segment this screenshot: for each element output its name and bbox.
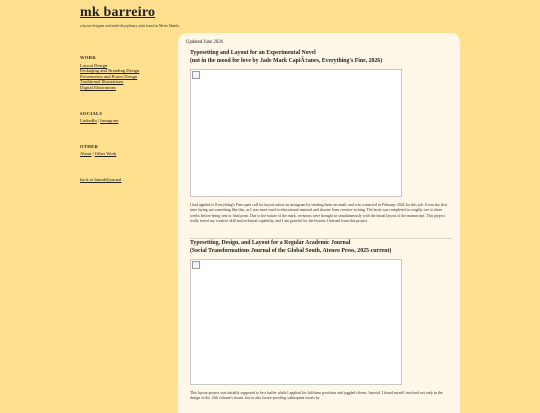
nav-link-digital-illustrations[interactable]: Digital Illustrations [80,84,116,90]
back-link[interactable]: back to bmudeljournal [80,176,122,182]
broken-image-icon [192,71,200,79]
entry-title [190,50,452,66]
entry-title-line1: Typesetting, Design, and Layout for a Regular Academic Journal [190,240,351,246]
other-work-link[interactable]: Other Work [94,151,117,157]
socials-links [80,118,172,124]
work-section [80,55,172,91]
project-image [190,69,402,197]
work-heading: WORK [80,55,97,60]
site-tagline: a layout designer and multi-disciplinary artist based in Metro Manila [80,24,179,28]
updated-date: Updated June 2026 [186,40,224,45]
about-link[interactable]: About [80,151,92,157]
entry-title-line1: Typesetting and Layout for an Experimental Novel [190,50,316,56]
socials-section [80,111,172,124]
nav-link-traditional-illustrations[interactable]: Traditional Illustrations [80,79,124,85]
entry-divider [190,238,452,239]
entry-title-line2: (Social Transformations Journal of the Global South, Ateneo Press, 2025-current) [190,247,392,254]
other-links [80,151,172,157]
entry-title-line2: (not in the mood for love by Jade Mark CapiÃ±anes, Everything's Fine, 2026) [190,57,383,64]
nav-link-layout-design[interactable]: Layout Design [80,62,108,68]
socials-separator: | [98,118,99,124]
nav-link-packaging-branding[interactable]: Packaging and Branding Design [80,68,140,74]
entry-title [190,240,452,256]
broken-image-icon [192,261,200,269]
instagram-link[interactable]: Instagram [100,118,119,124]
entry-description: I had applied to Everything's Fine open call for layout artists on instagram by sending them an email, and was contacted in February 2026 for this job. It was my first time laying out something like this, as I was more used to educational material and shorter form creative writing. The book was completed in roughly two to three weeks before being sent to final print. Due to the nature of the mark, revisions were brought in simultaneously with the initial layout of the manuscript. This project really tested my creative skill and technical capability, and I am grateful for the lessons I learned from this project. [190,202,448,224]
entry-description: This layout project was initially supposed to be a buffer while I applied for full-time positions and juggled clients. Instead, I found myself involved not only in the design of the 12th volume's issues, but in also future-proofing subsequent issues by [190,390,443,401]
site-title-link[interactable]: mk barreiro [80,5,156,20]
project-entry [190,240,452,402]
site-header [80,5,179,28]
sidebar [80,55,172,183]
nav-link-presentation-poster[interactable]: Presentation and Poster Design [80,73,138,79]
project-image [190,259,402,385]
socials-heading: SOCIALS [80,110,103,116]
main-content-panel [178,33,460,413]
other-heading: OTHER [80,143,99,149]
project-entry [190,50,452,225]
linkedin-link[interactable]: LinkedIn [80,118,97,124]
other-section [80,144,172,157]
other-separator: | [92,151,94,157]
